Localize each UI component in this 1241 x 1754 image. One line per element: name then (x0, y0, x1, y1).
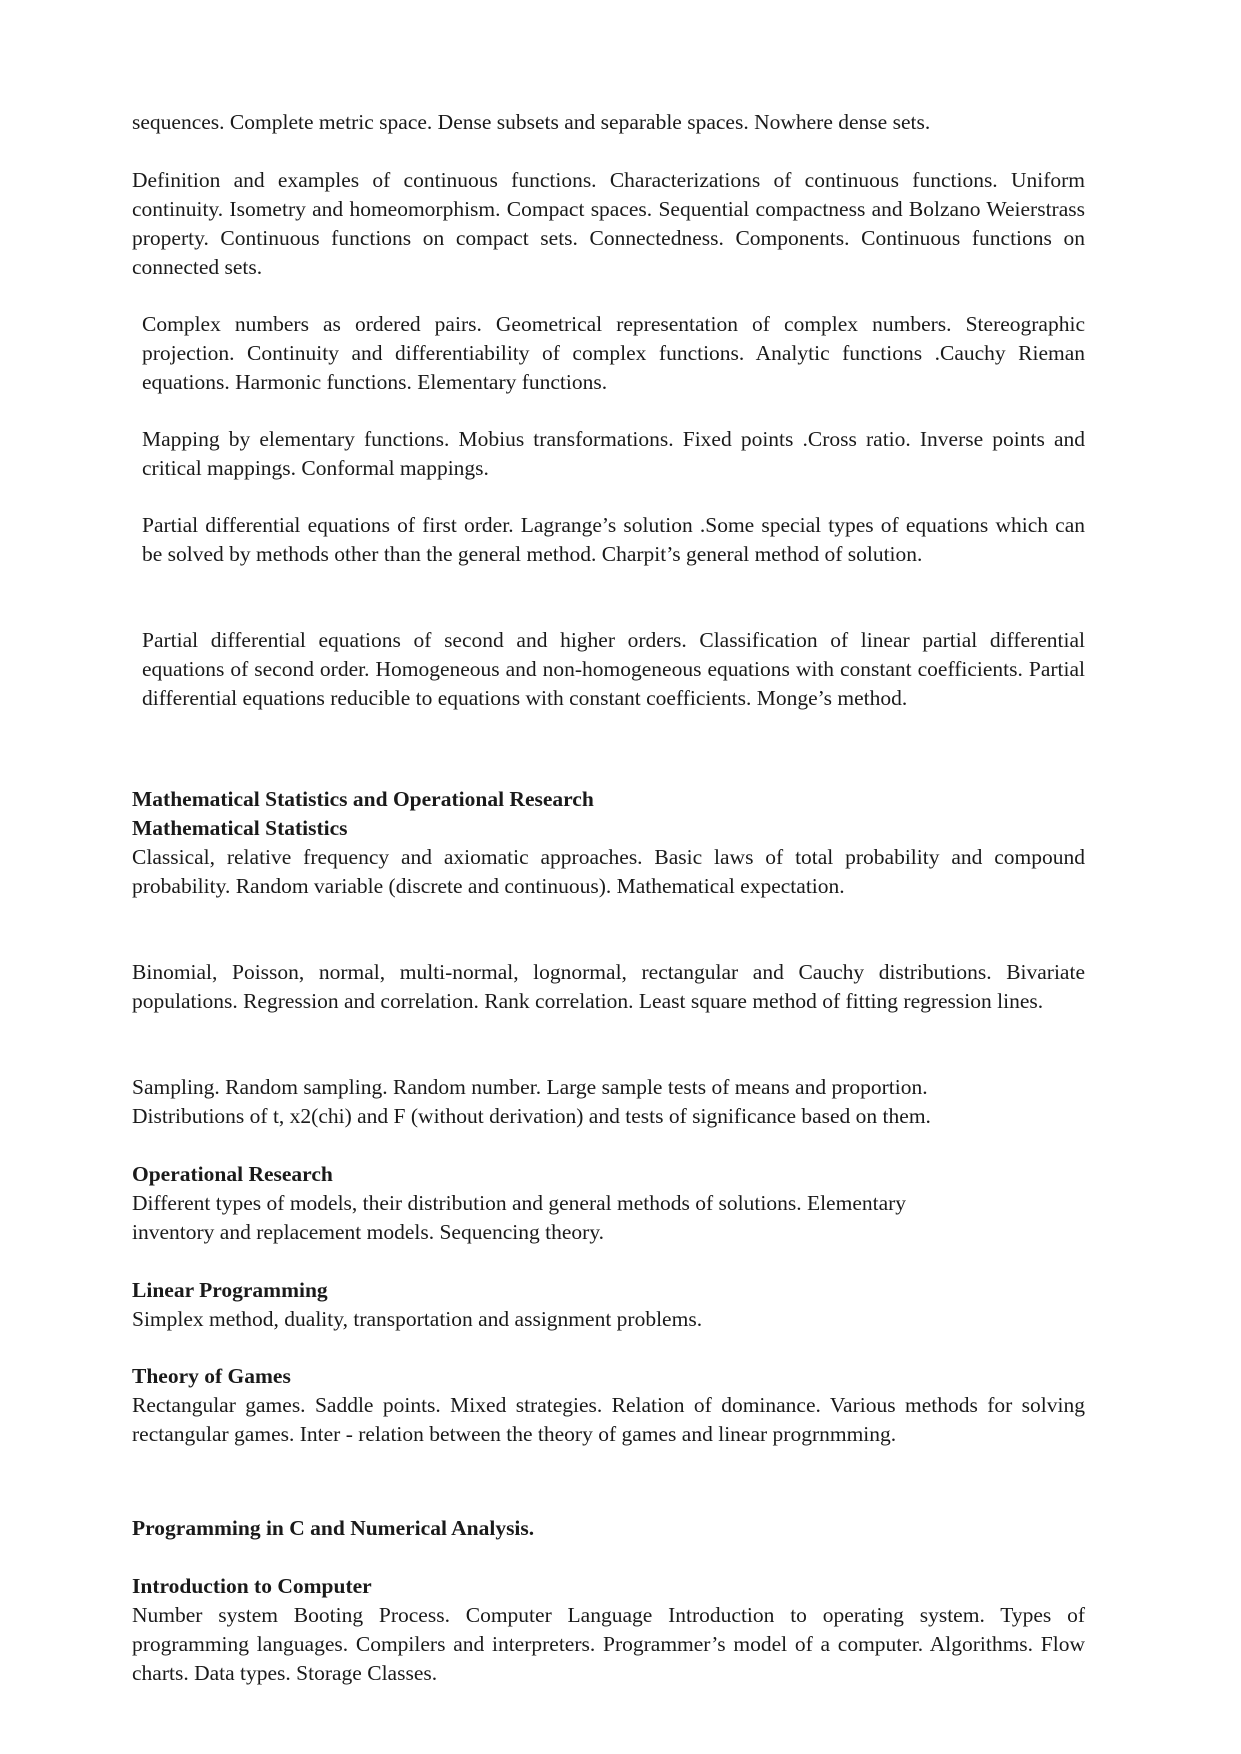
heading-theory-of-games: Theory of Games (132, 1364, 291, 1388)
paragraph-computer-intro: Number system Booting Process. Computer Language Introduction to operating system. Types of programming languages. Compilers and interpreters. Programmer’s model of a computer. Algorithms. Flow charts. Data types. Storage Classes. (132, 1603, 1085, 1685)
paragraph-distributions: Binomial, Poisson, normal, multi-normal, lognormal, rectangular and Cauchy distributions. Bivariate populations. Regression and correlation. Rank correlation. Least square method of fitting regression lines. (132, 960, 1085, 1013)
heading-statistics-operational-research: Mathematical Statistics and Operational Research (132, 787, 594, 811)
heading-programming-c-numerical: Programming in C and Numerical Analysis. (132, 1516, 535, 1540)
heading-mathematical-statistics: Mathematical Statistics (132, 816, 348, 840)
paragraph-metric-spaces: sequences. Complete metric space. Dense subsets and separable spaces. Nowhere dense sets. (132, 110, 931, 134)
heading-operational-research: Operational Research (132, 1162, 333, 1186)
paragraph-sampling-line-2: Distributions of t, x2(chi) and F (without derivation) and tests of significance based on them. (132, 1104, 931, 1128)
paragraph-pde-second-order: Partial differential equations of second and higher orders. Classification of linear partial differential equations of second order. Homogeneous and non-homogeneous equations with constant coefficients. Partial differential equations reducible to equations with constant coefficients. Monge’s method. (142, 628, 1085, 710)
paragraph-complex-numbers: Complex numbers as ordered pairs. Geometrical representation of complex numbers. Stereographic projection. Continuity and differentiability of complex functions. Analytic functions .Cauchy Rieman equations. Harmonic functions. Elementary functions. (142, 312, 1085, 394)
paragraph-continuous-functions: Definition and examples of continuous functions. Characterizations of continuous functions. Uniform continuity. Isometry and homeomorphism. Compact spaces. Sequential compactness and Bolzano Weierstrass property. Continuous functions on compact sets. Connectedness. Components. Continuous functions on connected sets. (132, 168, 1085, 279)
paragraph-simplex: Simplex method, duality, transportation and assignment problems. (132, 1307, 703, 1331)
heading-linear-programming: Linear Programming (132, 1278, 328, 1302)
paragraph-sampling-line-1: Sampling. Random sampling. Random number. Large sample tests of means and proportion. (132, 1075, 928, 1099)
heading-introduction-to-computer: Introduction to Computer (132, 1574, 372, 1598)
paragraph-games: Rectangular games. Saddle points. Mixed strategies. Relation of dominance. Various methods for solving rectangular games. Inter - relation between the theory of games and linear progrnmming. (132, 1393, 1085, 1446)
paragraph-models-line-1: Different types of models, their distribution and general methods of solutions. Elementary (132, 1191, 907, 1215)
paragraph-probability: Classical, relative frequency and axiomatic approaches. Basic laws of total probability and compound probability. Random variable (discrete and continuous). Mathematical expectation. (132, 845, 1085, 898)
paragraph-models-line-2: inventory and replacement models. Sequencing theory. (132, 1220, 605, 1244)
paragraph-mapping: Mapping by elementary functions. Mobius transformations. Fixed points .Cross ratio. Inverse points and critical mappings. Conformal mappings. (142, 427, 1085, 480)
paragraph-pde-first-order: Partial differential equations of first order. Lagrange’s solution .Some special types of equations which can be solved by methods other than the general method. Charpit’s general method of solution. (142, 513, 1085, 566)
